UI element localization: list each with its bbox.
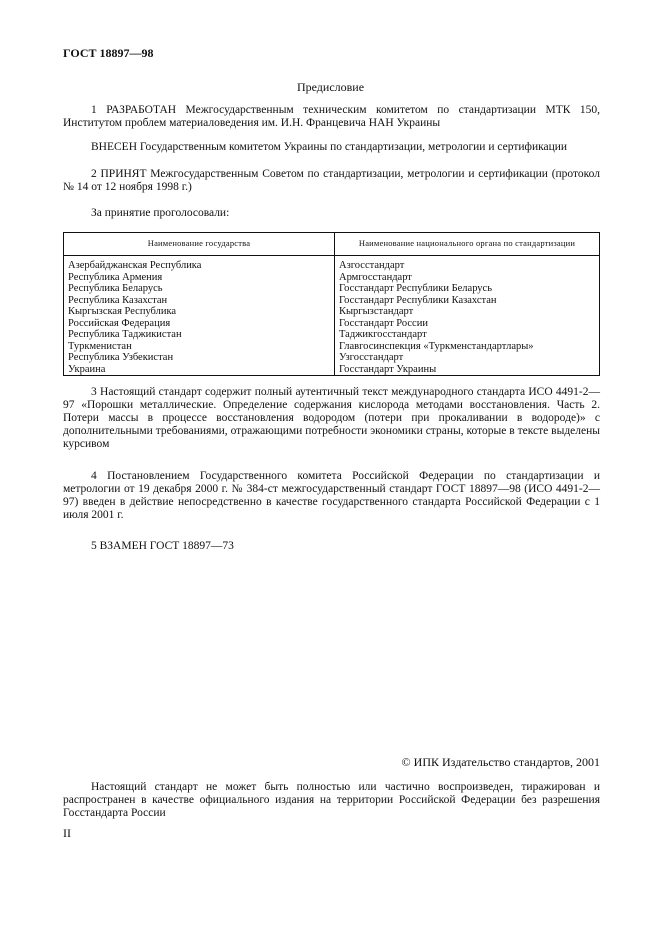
table-cell-state: Кыргызская Республика: [68, 306, 177, 317]
table-cell-standards-body: Узгосстандарт: [339, 352, 404, 363]
paragraph-developed: 1 РАЗРАБОТАН Межгосударственным техническим комитетом по стандартизации МТК 150, Институтом проблем материаловедения им. И.Н. Францевича НАН Украины: [63, 104, 600, 129]
table-cell-state: Туркменистан: [68, 340, 132, 352]
paragraph-voted-label: За принятие проголосовали:: [91, 207, 230, 219]
paragraph-adopted: 2 ПРИНЯТ Межгосударственным Советом по стандартизации, метрологии и сертификации (протокол № 14 от 12 ноября 1998 г.): [63, 168, 600, 193]
copyright-line: © ИПК Издательство стандартов, 2001: [401, 755, 600, 769]
section-title: Предисловие: [296, 80, 365, 94]
table-cell-state: Украина: [68, 363, 106, 375]
paragraph-introduced: ВНЕСЕН Государственным комитетом Украины по стандартизации, метрологии и сертификации: [91, 141, 568, 153]
table-cell-state: Республика Беларусь: [68, 283, 163, 294]
table-cell-standards-body: Госстандарт Республики Беларусь: [339, 283, 493, 294]
table-cell-state: Республика Узбекистан: [68, 352, 174, 363]
reproduction-notice: Настоящий стандарт не может быть полностью или частично воспроизведен, тиражирован и распространен в качестве официального издания на территории Российской Федерации без разрешения Госстандарта России: [63, 781, 600, 819]
states-column: [64, 256, 335, 376]
table-cell-standards-body: Армгосстандарт: [339, 271, 412, 283]
paragraph-authentic-text: 3 Настоящий стандарт содержит полный аутентичный текст международного стандарта ИСО 4491-2—97 «Порошки металлические. Определение содержания кислорода методами восстановления. Часть 2. Потери массы в процессе восстановления водородом (потери при прокаливании в водороде)» с дополнительными требованиями, отражающими потребности экономики страны, которые в тексте выделены курсивом: [63, 386, 600, 450]
column-header-standards-body: Наименование национального органа по стандартизации: [335, 233, 600, 256]
table-cell-state: Республика Казахстан: [68, 294, 168, 306]
table-cell-standards-body: Госстандарт Украины: [339, 363, 437, 375]
document-code-header: ГОСТ 18897—98: [63, 46, 154, 60]
table-header-row: [64, 233, 600, 256]
table-cell-standards-body: Главгосинспекция «Туркменстандартлары»: [339, 340, 534, 352]
table-cell-standards-body: Таджикгосстандарт: [339, 329, 427, 340]
standards-bodies-column: [335, 256, 600, 376]
voting-table: [63, 232, 600, 376]
table-cell-standards-body: Госстандарт Республики Казахстан: [339, 294, 497, 306]
table-cell-state: Российская Федерация: [68, 317, 171, 329]
table-cell-state: Республика Армения: [68, 271, 163, 283]
page-number: II: [63, 826, 71, 840]
table-cell-standards-body: Азгосстандарт: [339, 260, 405, 271]
paragraph-enactment: 4 Постановлением Государственного комитета Российской Федерации по стандартизации и метрологии от 19 декабря 2000 г. № 384-ст межгосударственный стандарт ГОСТ 18897—98 (ИСО 4491-2—97) введен в действие непосредственно в качестве государственного стандарта Российской Федерации с 1 июля 2001 г.: [63, 470, 600, 521]
paragraph-replaces: 5 ВЗАМЕН ГОСТ 18897—73: [91, 540, 234, 552]
table-cell-standards-body: Госстандарт России: [339, 317, 428, 329]
table-cell-standards-body: Кыргызстандарт: [339, 306, 414, 317]
column-header-state: Наименование государства: [64, 233, 335, 256]
table-cell-state: Республика Таджикистан: [68, 329, 182, 340]
table-body-row: [64, 256, 600, 376]
table-cell-state: Азербайджанская Республика: [68, 260, 202, 271]
